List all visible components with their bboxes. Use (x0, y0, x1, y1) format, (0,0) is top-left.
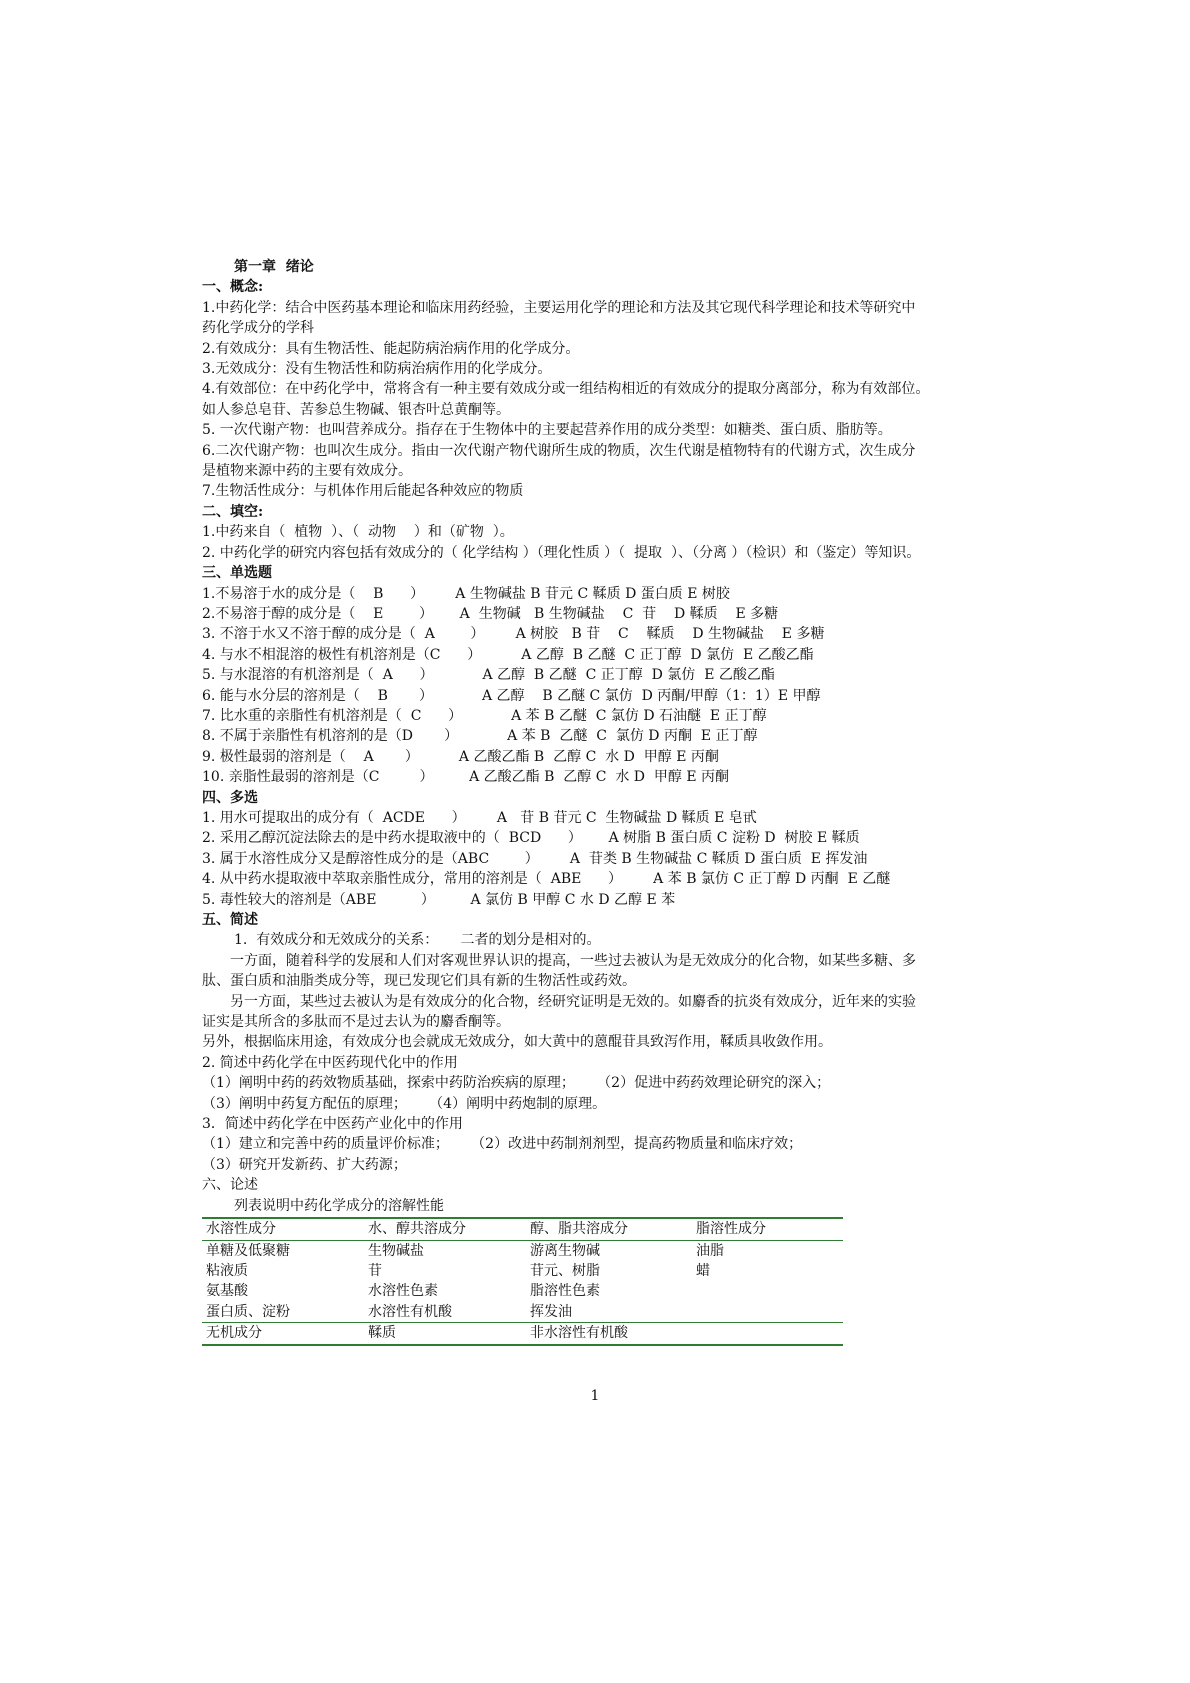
text-line: （3）阐明中药复方配伍的原理； （4）阐明中药炮制的原理。 (202, 1095, 607, 1112)
text-line: 如人参总皂苷、苦参总生物碱、银杏叶总黄酮等。 (202, 401, 510, 418)
table-cell: 脂溶性色素 (530, 1283, 600, 1300)
table-row (202, 1281, 843, 1301)
text-line: 7. 比水重的亲脂性有机溶剂是（ C ） A 苯 B 乙醚 C 氯仿 D 石油醚 E 正丁醇 (202, 707, 767, 724)
table-cell: 油脂 (696, 1242, 724, 1259)
text-line: 2. 中药化学的研究内容包括有效成分的（ 化学结构 ）（理化性质 ）（ 提取 ）、（分离 ）（检识）和（鉴定）等知识。 (202, 544, 921, 561)
text-line: 肽、蛋白质和油脂类成分等，现已发现它们具有新的生物活性或药效。 (202, 973, 636, 990)
table-header-cell: 水、醇共溶成分 (368, 1221, 466, 1238)
table-cell: 生物碱盐 (368, 1242, 424, 1259)
table-row (202, 1302, 843, 1323)
text-line: 2. 采用乙醇沉淀法除去的是中药水提取液中的（ BCD ） A 树脂 B 蛋白质 C 淀粉 D 树胶 E 鞣质 (202, 830, 860, 847)
table-cell: 单糖及低聚糖 (206, 1242, 290, 1259)
text-line: （1）阐明中药的药效物质基础，探索中药防治疾病的原理； （2）促进中药药效理论研究的深入； (202, 1075, 831, 1092)
table-cell: 无机成分 (206, 1325, 262, 1342)
text-line: 是植物来源中药的主要有效成分。 (202, 463, 412, 480)
chapter-title: 第一章 绪论 (234, 259, 314, 275)
table-cell: 游离生物碱 (530, 1242, 600, 1259)
table-cell: 挥发油 (530, 1303, 572, 1320)
text-line: 5. 毒性较大的溶剂是（ABE ） A 氯仿 B 甲醇 C 水 D 乙醇 E 苯 (202, 891, 676, 908)
table-cell (692, 1281, 843, 1301)
text-line: 3. 属于水溶性成分又是醇溶性成分的是（ABC ） A 苷类 B 生物碱盐 C 鞣质 D 蛋白质 E 挥发油 (202, 850, 868, 867)
table-cell: 苷 (368, 1262, 382, 1279)
table-cell: 苷元、树脂 (530, 1262, 600, 1279)
table-cell (692, 1323, 843, 1345)
table-cell: 水溶性色素 (368, 1283, 438, 1300)
page-number: 1 (590, 1388, 600, 1404)
text-line: 4. 从中药水提取液中萃取亲脂性成分，常用的溶剂是（ ABE ） A 苯 B 氯仿 C 正丁醇 D 丙酮 E 乙醚 (202, 871, 891, 888)
table-cell: 蜡 (696, 1262, 710, 1279)
text-line: （1）建立和完善中药的质量评价标准； （2）改进中药制剂剂型，提高药物质量和临床疗效； (202, 1136, 803, 1153)
section-heading: 六、论述 (202, 1177, 258, 1194)
text-line: 8. 不属于亲脂性有机溶剂的是（D ） A 苯 B 乙醚 C 氯仿 D 丙酮 E 正丁醇 (202, 728, 758, 745)
text-line: 7.生物活性成分：与机体作用后能起各种效应的物质 (202, 483, 524, 500)
section-heading: 三、单选题 (202, 565, 272, 582)
table-cell (692, 1302, 843, 1323)
table-caption: 列表说明中药化学成分的溶解性能 (234, 1197, 444, 1214)
text-line: 1.不易溶于水的成分是（ B ） A 生物碱盐 B 苷元 C 鞣质 D 蛋白质 E 树胶 (202, 585, 730, 602)
table-row (202, 1240, 843, 1261)
section-heading: 二、填空: (202, 503, 264, 520)
text-line: 2. 简述中药化学在中医药现代化中的作用 (202, 1054, 458, 1071)
text-line: （3）研究开发新药、扩大药源； (202, 1156, 407, 1173)
table-cell: 鞣质 (368, 1325, 396, 1342)
text-line: 10. 亲脂性最弱的溶剂是（C ） A 乙酸乙酯 B 乙醇 C 水 D 甲醇 E 丙酮 (202, 769, 730, 786)
text-line: 1. 用水可提取出的成分有（ ACDE ） A 苷 B 苷元 C 生物碱盐 D 鞣质 E 皂甙 (202, 809, 757, 826)
table-cell: 氨基酸 (206, 1283, 248, 1300)
table-header-cell: 醇、脂共溶成分 (530, 1221, 628, 1238)
text-line: 一方面，随着科学的发展和人们对客观世界认识的提高，一些过去被认为是无效成分的化合物，如某些多糖、多 (230, 952, 916, 969)
text-line: 另一方面，某些过去被认为是有效成分的化合物，经研究证明是无效的。如麝香的抗炎有效成分，近年来的实验 (230, 993, 916, 1010)
solubility-table (202, 1217, 843, 1345)
table-cell: 蛋白质、淀粉 (206, 1303, 290, 1320)
table-cell: 水溶性有机酸 (368, 1303, 452, 1320)
text-line: 4.有效部位：在中药化学中，常将含有一种主要有效成分或一组结构相近的有效成分的提取分离部分，称为有效部位。 (202, 381, 930, 398)
section-heading: 四、多选 (202, 789, 258, 806)
text-line: 9. 极性最弱的溶剂是（ A ） A 乙酸乙酯 B 乙醇 C 水 D 甲醇 E 丙酮 (202, 748, 719, 765)
text-line: 另外，根据临床用途，有效成分也会就成无效成分，如大黄中的蒽醌苷具致泻作用，鞣质具收敛作用。 (202, 1034, 832, 1051)
table-row-last (202, 1323, 843, 1345)
table-header-cell: 脂溶性成分 (696, 1221, 766, 1238)
section-heading: 一、概念: (202, 279, 264, 296)
section-heading: 五、简述 (202, 912, 258, 928)
text-line: 药化学成分的学科 (202, 320, 314, 337)
table-cell: 非水溶性有机酸 (530, 1325, 628, 1342)
table-header-cell: 水溶性成分 (206, 1221, 276, 1238)
text-line: 3．简述中药化学在中医药产业化中的作用 (202, 1116, 463, 1133)
text-line: 证实是其所含的多肽而不是过去认为的麝香酮等。 (202, 1014, 510, 1031)
text-line: 6. 能与水分层的溶剂是（ B ） A 乙醇 B 乙醚 C 氯仿 D 丙酮/甲醇（1：1）E 甲醇 (202, 687, 821, 704)
text-line: 5. 与水混溶的有机溶剂是（ A ） A 乙醇 B 乙醚 C 正丁醇 D 氯仿 E 乙酸乙酯 (202, 667, 775, 684)
text-line: 3.无效成分：没有生物活性和防病治病作用的化学成分。 (202, 361, 552, 378)
text-line: 6.二次代谢产物：也叫次生成分。指由一次代谢产物代谢所生成的物质，次生代谢是植物特有的代谢方式，次生成分 (202, 442, 916, 459)
text-line: 1.中药化学：结合中医药基本理论和临床用药经验，主要运用化学的理论和方法及其它现代科学理论和技术等研究中 (202, 299, 916, 316)
text-line: 3. 不溶于水又不溶于醇的成分是（ A ） A 树胶 B 苷 C 鞣质 D 生物碱盐 E 多糖 (202, 626, 825, 643)
text-line: 2.不易溶于醇的成分是（ E ） A 生物碱 B 生物碱盐 C 苷 D 鞣质 E 多糖 (202, 605, 779, 622)
text-line: 2.有效成分：具有生物活性、能起防病治病作用的化学成分。 (202, 340, 580, 357)
text-line: 4. 与水不相混溶的极性有机溶剂是（C ） A 乙醇 B 乙醚 C 正丁醇 D 氯仿 E 乙酸乙酯 (202, 646, 814, 663)
text-line: 1.中药来自（ 植物 ）、（ 动物 ）和（矿物 ）。 (202, 524, 514, 541)
text-line: 5. 一次代谢产物：也叫营养成分。指存在于生物体中的主要起营养作用的成分类型：如糖类、蛋白质、脂肪等。 (202, 422, 892, 439)
text-line: 1. 有效成分和无效成分的关系： 二者的划分是相对的。 (234, 932, 601, 949)
table-cell: 粘液质 (206, 1262, 248, 1279)
table-header-row (202, 1218, 843, 1240)
document-body (202, 257, 1012, 1346)
table-row (202, 1261, 843, 1281)
sections (202, 277, 1012, 1195)
